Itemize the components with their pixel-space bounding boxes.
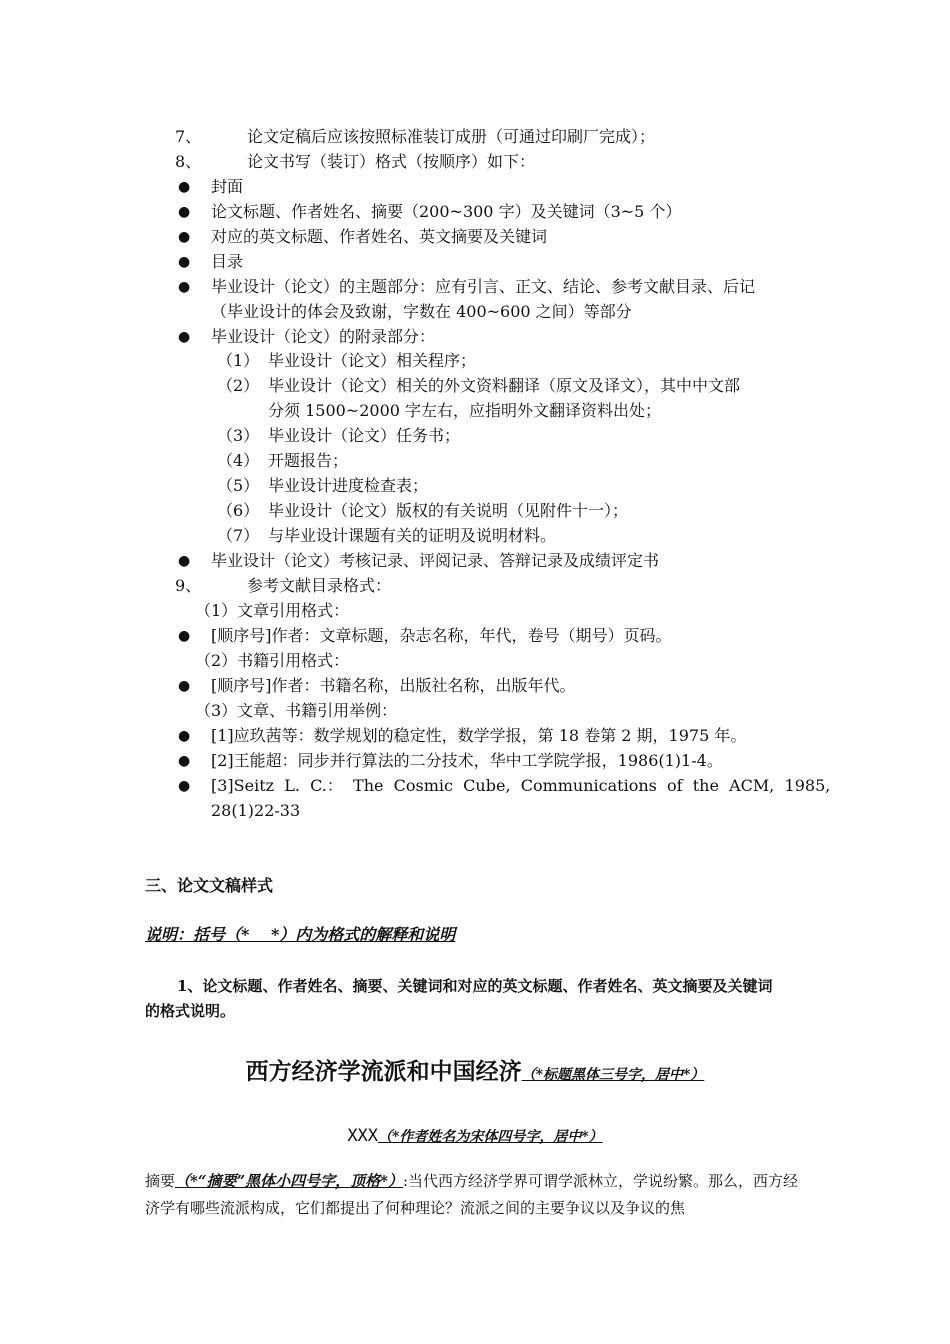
ref-example-2: [2]王能超：同步并行算法的二分技术，华中工学院学报，1986(1)1-4。	[211, 751, 723, 770]
bullet-records: 毕业设计（论文）考核记录、评阅记录、答辩记录及成绩评定书	[211, 551, 660, 570]
bullet-appendix: 毕业设计（论文）的附录部分：	[211, 327, 436, 346]
sub-text: 毕业设计（论文）相关程序；	[268, 351, 477, 370]
bullet-title-abstract: 论文标题、作者姓名、摘要（200~300 字）及关键词（3~5 个）	[211, 202, 682, 221]
sample-title-block	[0, 1057, 950, 1090]
bullet-icon: ●	[178, 628, 191, 644]
sub-number: （5）	[217, 476, 260, 495]
sub-text: 开题报告；	[268, 451, 349, 470]
sub-number: （2）	[217, 376, 260, 395]
sub-number: （3）	[217, 426, 260, 445]
bullet-icon: ●	[178, 753, 191, 769]
sub-text: 毕业设计（论文）任务书；	[268, 426, 461, 445]
ref-format-book: [顺序号]作者：书籍名称，出版社名称，出版年代。	[211, 676, 576, 695]
section-heading: 三、论文文稿样式	[145, 876, 274, 895]
format-desc-line2: 的格式说明。	[145, 1002, 236, 1020]
ref-example-3: [3]Seitz L. C.： The Cosmic Cube, Communications of the ACM, 1985,	[211, 776, 831, 795]
ref-format-article: [顺序号]作者：文章标题，杂志名称，年代，卷号（期号）页码。	[211, 626, 672, 645]
bullet-icon: ●	[178, 254, 191, 270]
sub-number: （6）	[217, 501, 260, 520]
format-desc-line1: 1、论文标题、作者姓名、摘要、关键词和对应的英文标题、作者姓名、英文摘要及关键词	[177, 977, 773, 995]
ref-examples-label: （3）文章、书籍引用举例：	[195, 701, 398, 720]
sample-abstract	[145, 1168, 807, 1222]
abstract-label: 摘要	[145, 1172, 176, 1190]
ref-example-1: [1]应玖茜等：数学规划的稳定性，数学学报，第 18 卷第 2 期，1975 年。	[211, 726, 747, 745]
item-7-number: 7、	[175, 127, 202, 146]
ref-example-3-cont: 28(1)22-33	[211, 801, 301, 820]
sub-text: 毕业设计（论文）版权的有关说明（见附件十一）；	[268, 501, 629, 520]
bullet-icon: ●	[178, 678, 191, 694]
item-9-number: 9、	[175, 576, 202, 595]
bullet-english: 对应的英文标题、作者姓名、英文摘要及关键词	[211, 227, 548, 246]
sub-text: 毕业设计进度检查表；	[268, 476, 429, 495]
sub-text: 毕业设计（论文）相关的外文资料翻译（原文及译文），其中中文部	[268, 376, 741, 395]
sub-number: （1）	[217, 351, 260, 370]
sample-author-block	[0, 1124, 950, 1149]
sample-author: XXX	[347, 1126, 379, 1146]
item-8-text: 论文书写（装订）格式（按顺序）如下：	[247, 152, 536, 171]
sub-number: （7）	[217, 526, 260, 545]
bullet-icon: ●	[178, 778, 191, 794]
ref-format-book-label: （2）书籍引用格式：	[195, 651, 350, 670]
bullet-icon: ●	[178, 279, 191, 295]
abstract-text: :当代西方经济学界可谓学派林立，学说纷繁。那么，西方经济学有哪些流派构成，它们都提出了何种理论？流派之间的主要争议以及争议的焦	[145, 1172, 799, 1217]
bullet-icon: ●	[178, 229, 191, 245]
abstract-note: （*“摘要”黑体小四号字，顶格*）	[175, 1172, 403, 1190]
sub-text: 与毕业设计课题有关的证明及说明材料。	[268, 526, 557, 545]
item-9-text: 参考文献目录格式：	[247, 576, 392, 595]
bullet-main-body-cont: （毕业设计的体会及致谢，字数在 400~600 之间）等部分	[211, 302, 632, 321]
ref-format-article-label: （1）文章引用格式：	[195, 601, 350, 620]
bullet-icon: ●	[178, 553, 191, 569]
bullet-cover: 封面	[211, 177, 244, 196]
item-7-text: 论文定稿后应该按照标准装订成册（可通过印刷厂完成）；	[247, 127, 656, 146]
bullet-icon: ●	[178, 204, 191, 220]
section-note: 说明：括号（* *）内为格式的解释和说明	[145, 925, 456, 944]
bullet-toc: 目录	[211, 252, 244, 271]
sample-title: 西方经济学流派和中国经济	[245, 1059, 522, 1085]
sub-number: （4）	[217, 451, 260, 470]
sub-text-cont: 分须 1500~2000 字左右，应指明外文翻译资料出处；	[268, 401, 662, 420]
bullet-icon: ●	[178, 179, 191, 195]
item-8-number: 8、	[175, 152, 202, 171]
bullet-icon: ●	[178, 728, 191, 744]
sample-author-note: （*作者姓名为宋体四号字，居中*）	[378, 1129, 603, 1145]
sample-title-note: （*标题黑体三号字，居中*）	[521, 1067, 705, 1083]
bullet-icon: ●	[178, 329, 191, 345]
bullet-main-body: 毕业设计（论文）的主题部分：应有引言、正文、结论、参考文献目录、后记	[211, 277, 756, 296]
